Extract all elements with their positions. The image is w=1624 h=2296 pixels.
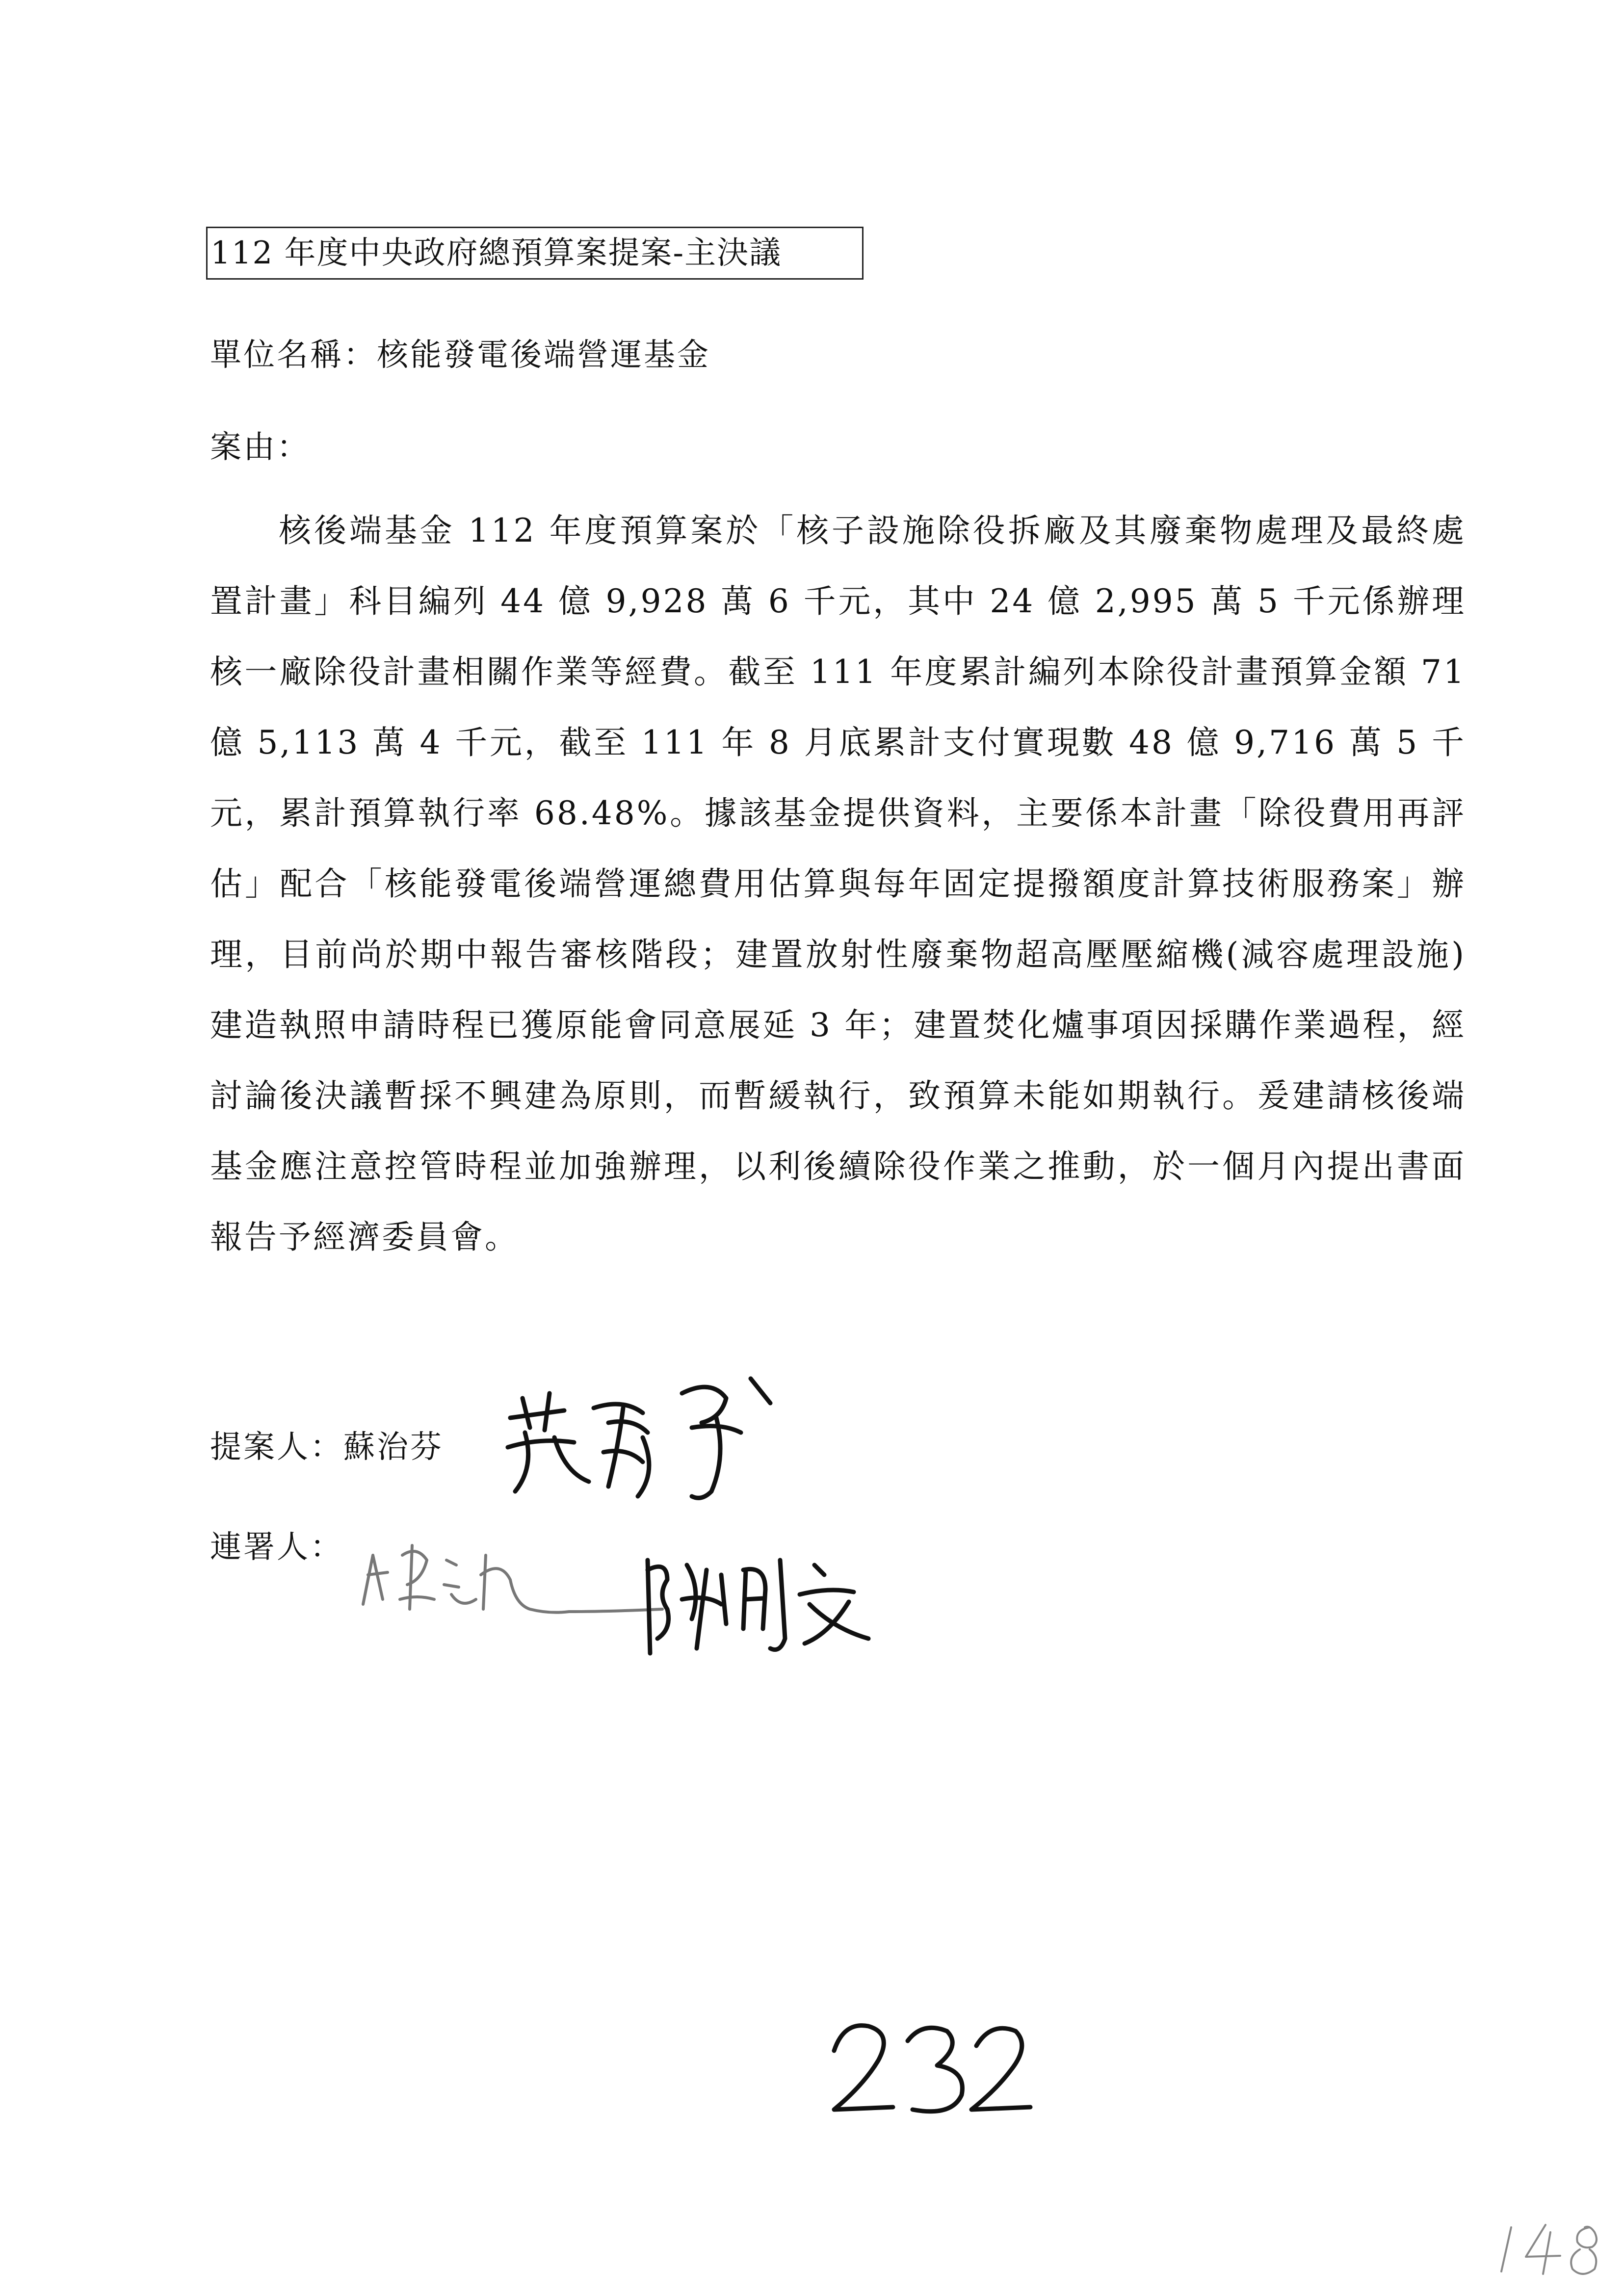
reason-label: 案由： [210, 429, 310, 466]
document-title: 112 年度中央政府總預算案提案-主決議 [206, 227, 864, 280]
case-body: 核後端基金 112 年度預算案於「核子設施除役拆廠及其廢棄物處理及最終處置計畫」科目編列 44 億 9,928 萬 6 千元，其中 24 億 2,995 萬 5 千元係辦理核一廠除役計畫相關作業等經費。截至 111 年度累計編列本除役計畫預算金額 71 億 5,113 萬 4 千元，截至 111 年 8 月底累計支付實現數 48 億 9,716 萬 5 千元，累計預算執行率 68.48%。據該基金提供資料，主要係本計畫「除役費用再評估」配合「核能發電後端營運總費用估算與每年固定提撥額度計算技術服務案」辦理，目前尚於期中報告審核階段；建置放射性廢棄物超高壓壓縮機(減容處理設施)建造執照申請時程已獲原能會同意展延 3 年；建置焚化爐事項因採購作業過程，經討論後決議暫採不興建為原則，而暫緩執行，致預算未能如期執行。爰建請核後端基金應注意控管時程並加強辦理，以利後續除役作業之推動，於一個月內提出書面報告予經濟委員會。 [210, 512, 1466, 1256]
cosigner-signature-1 [353, 1526, 667, 1639]
corner-page-number [1487, 2218, 1614, 2281]
proposer-line: 提案人：蘇治芬 [210, 1429, 444, 1465]
unit-name: 單位名稱：核能發電後端營運基金 [210, 337, 710, 373]
page-number [824, 2011, 1040, 2124]
cosigner-label: 連署人： [210, 1529, 343, 1565]
cosigner-signature-2 [638, 1540, 893, 1668]
proposer-signature [496, 1364, 819, 1511]
